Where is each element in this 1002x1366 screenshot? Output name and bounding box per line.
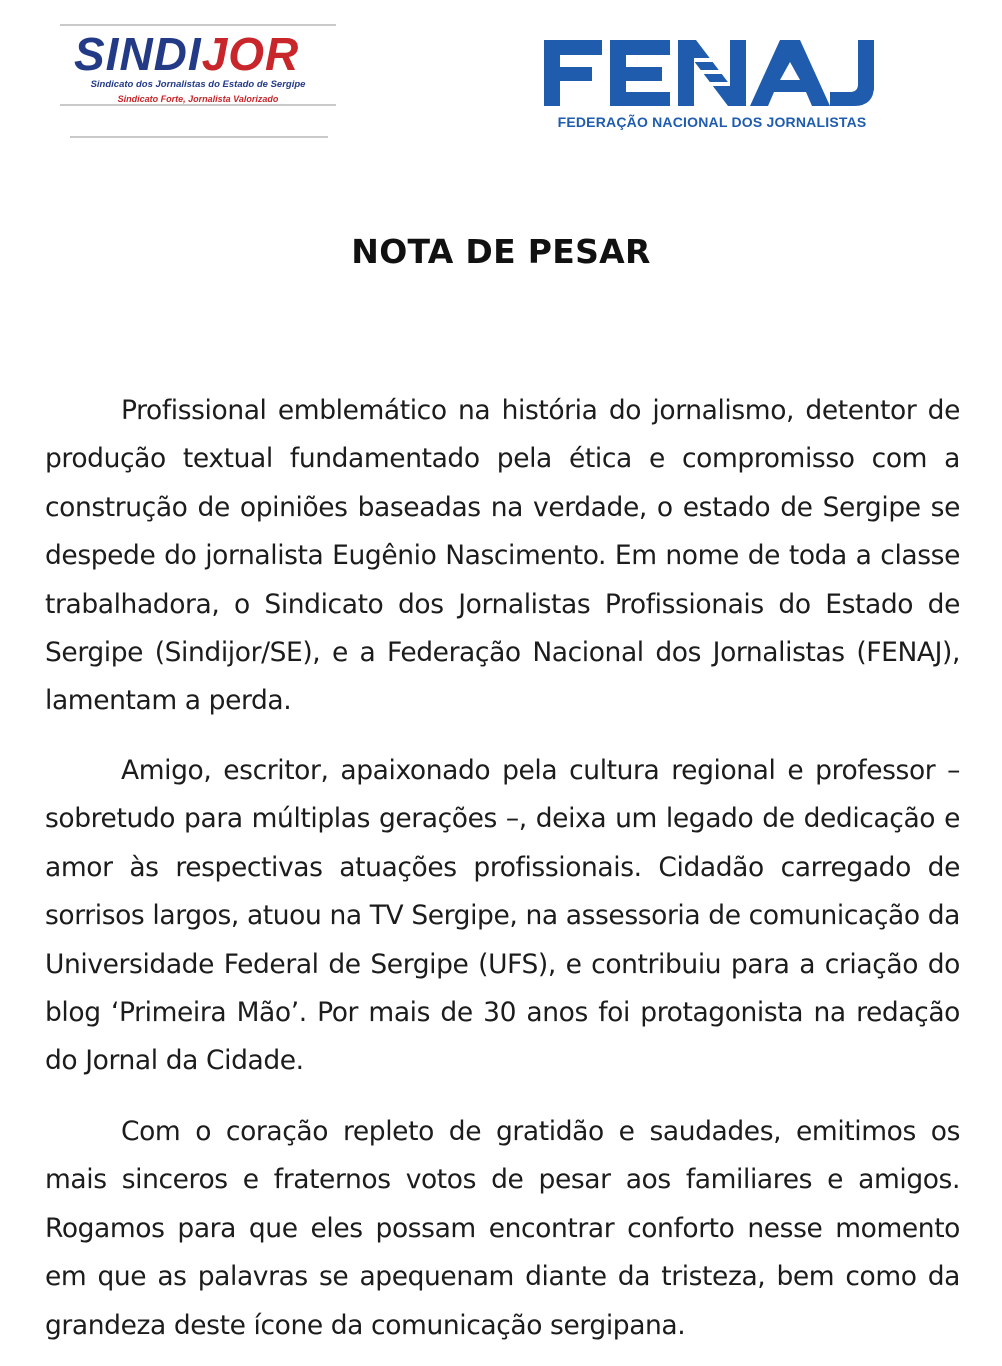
sindijor-slogan: Sindicato Forte, Jornalista Valorizado	[117, 94, 279, 104]
body-paragraph-1	[45, 387, 960, 726]
sindijor-tagline: Sindicato dos Jornalistas do Estado de Sergipe	[90, 79, 306, 90]
sindijor-logo	[58, 22, 338, 140]
logo-divider	[60, 24, 336, 26]
logo-divider	[60, 104, 336, 106]
sindijor-wordmark-jor: JOR	[201, 28, 300, 80]
body-paragraph-2	[45, 747, 960, 1086]
fenaj-logo	[544, 36, 884, 136]
fenaj-subtitle: FEDERAÇÃO NACIONAL DOS JORNALISTAS	[557, 114, 867, 130]
paragraph-text: Amigo, escritor, apaixonado pela cultura regional e professor – sobretudo para múltiplas gerações –, deixa um legado de dedicação e amor às respectivas atuações profissionais. Cidadão carregado de sorrisos largos, atuou na TV Sergipe, na assessoria de comunicação da Universidade Federal de Sergipe (UFS), e contribuiu para a criação do blog ‘Primeira Mão’. Por mais de 30 anos foi protagonista na redação do Jornal da Cidade.	[45, 755, 960, 1077]
paragraph-text: Profissional emblemático na história do jornalismo, detentor de produção textual fundamentado pela ética e compromisso com a construção de opiniões baseadas na verdade, o estado de Sergipe se despede do jornalista Eugênio Nascimento. Em nome de toda a classe trabalhadora, o Sindicato dos Jornalistas Profissionais do Estado de Sergipe (Sindijor/SE), e a Federação Nacional dos Jornalistas (FENAJ), lamentam a perda.	[45, 395, 960, 717]
fenaj-wordmark-graphic	[544, 36, 880, 112]
sindijor-wordmark-sindi: SINDI	[74, 28, 202, 80]
paragraph-text: Com o coração repleto de gratidão e saudades, emitimos os mais sinceros e fraternos votos de pesar aos familiares e amigos. Rogamos para que eles possam encontrar conforto nesse momento em que as palavras se apequenam diante da tristeza, bem como da grandeza deste ícone da comunicação sergipana.	[45, 1116, 960, 1341]
page-title: NOTA DE PESAR	[351, 232, 651, 271]
sindijor-wordmark	[74, 28, 299, 80]
logo-divider	[70, 136, 328, 138]
body-paragraph-3	[45, 1108, 960, 1350]
